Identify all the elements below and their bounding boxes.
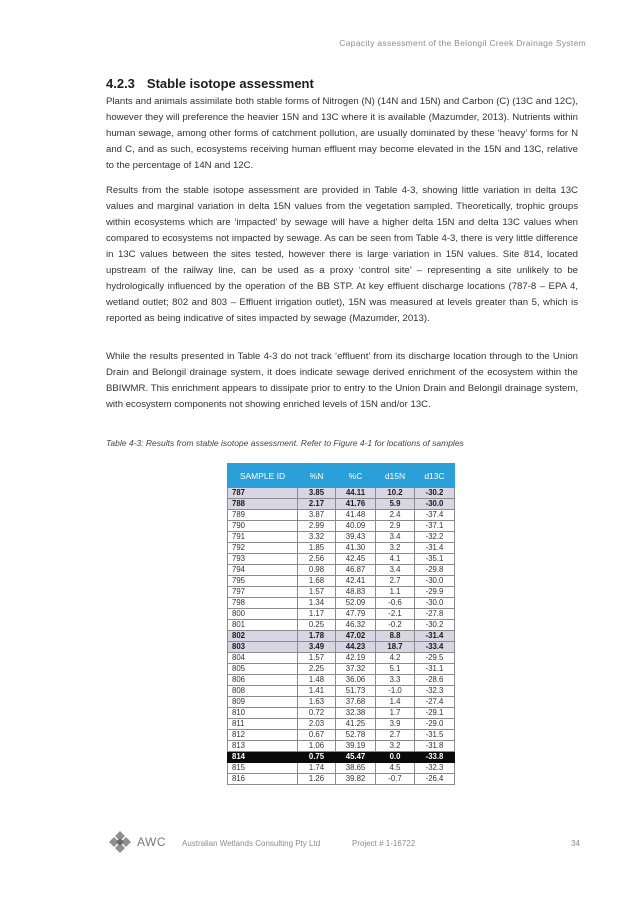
cell-percent-n: 1.41 [298, 686, 336, 697]
cell-percent-n: 3.85 [298, 488, 336, 499]
section-title: Stable isotope assessment [146, 76, 314, 91]
cell-percent-c: 52.09 [336, 598, 376, 609]
cell-percent-n: 3.87 [298, 510, 336, 521]
cell-d15n: 5.1 [376, 664, 415, 675]
header-percent-c: %C [336, 464, 376, 488]
cell-d15n: 3.2 [376, 741, 415, 752]
cell-d15n: -2.1 [376, 609, 415, 620]
cell-d15n: 1.1 [376, 587, 415, 598]
cell-sample-id: 811 [228, 719, 298, 730]
table-row [228, 642, 455, 653]
cell-percent-c: 44.11 [336, 488, 376, 499]
page-number: 34 [571, 839, 580, 848]
table-row [228, 752, 455, 763]
section-number: 4.2.3 [106, 76, 135, 91]
table-row [228, 521, 455, 532]
cell-d15n: 1.4 [376, 697, 415, 708]
cell-d13c: -33.4 [415, 642, 455, 653]
cell-d15n: 4.2 [376, 653, 415, 664]
table-row [228, 730, 455, 741]
cell-percent-n: 1.74 [298, 763, 336, 774]
cell-d15n: 3.4 [376, 532, 415, 543]
logo-text: AWC [137, 835, 167, 849]
table-row [228, 631, 455, 642]
cell-sample-id: 797 [228, 587, 298, 598]
paragraph-intro: Plants and animals assimilate both stable forms of Nitrogen (N) (14N and 15N) and Carbon (C) (13C and 12C), however they will preference the heavier 15N and 13C where it is available (Mazumder, 2013). Nutrients within human sewage, among other forms of catchment pollution, are usually dominated by these ‘heavy’ forms for N and C, and as such, ecosystems receiving human effluent may become elevated in the 15N and 13C, relative to the percentage of 14N and 12C. [106, 96, 578, 171]
header-d13c: d13C [415, 464, 455, 488]
table-row [228, 587, 455, 598]
cell-d15n: 4.5 [376, 763, 415, 774]
cell-d13c: -31.4 [415, 631, 455, 642]
cell-percent-c: 52.78 [336, 730, 376, 741]
table-row [228, 510, 455, 521]
cell-percent-n: 3.32 [298, 532, 336, 543]
cell-percent-c: 46.87 [336, 565, 376, 576]
table-row [228, 675, 455, 686]
cell-d13c: -31.5 [415, 730, 455, 741]
page-footer [108, 826, 580, 856]
table-row [228, 532, 455, 543]
company-name: Australian Wetlands Consulting Pty Ltd [182, 839, 321, 848]
cell-d15n: -0.7 [376, 774, 415, 785]
cell-d13c: -29.0 [415, 719, 455, 730]
cell-percent-n: 1.68 [298, 576, 336, 587]
cell-sample-id: 809 [228, 697, 298, 708]
table-row [228, 609, 455, 620]
cell-percent-n: 1.48 [298, 675, 336, 686]
cell-sample-id: 793 [228, 554, 298, 565]
section-heading [106, 76, 314, 91]
cell-d15n: 2.7 [376, 730, 415, 741]
table-row [228, 664, 455, 675]
cell-percent-n: 0.25 [298, 620, 336, 631]
isotope-results-table [227, 463, 455, 785]
cell-d15n: -0.2 [376, 620, 415, 631]
cell-percent-n: 1.34 [298, 598, 336, 609]
project-number: Project # 1-16722 [352, 839, 416, 848]
table-row [228, 763, 455, 774]
cell-sample-id: 808 [228, 686, 298, 697]
cell-d13c: -29.8 [415, 565, 455, 576]
cell-percent-c: 32.38 [336, 708, 376, 719]
cell-percent-n: 1.26 [298, 774, 336, 785]
cell-percent-c: 41.30 [336, 543, 376, 554]
cell-percent-n: 2.17 [298, 499, 336, 510]
table-row [228, 543, 455, 554]
cell-sample-id: 810 [228, 708, 298, 719]
table-row [228, 719, 455, 730]
cell-d13c: -37.1 [415, 521, 455, 532]
table-row [228, 697, 455, 708]
cell-percent-c: 39.82 [336, 774, 376, 785]
cell-percent-n: 0.98 [298, 565, 336, 576]
cell-percent-c: 45.47 [336, 752, 376, 763]
cell-percent-n: 3.49 [298, 642, 336, 653]
cell-d15n: 3.9 [376, 719, 415, 730]
paragraph-discussion: While the results presented in Table 4-3 do not track ‘effluent’ from its discharge location through to the Union Drain and Belongil drainage system, it does indicate sewage derived enrichment of the ecosystem within the BBIWMR. This enrichment appears to dissipate prior to entry to the Union Drain and Belongil drainage system, with ecosystem components not showing enriched levels of 15N and/or 13C. [106, 351, 578, 410]
running-header: Capacity assessment of the Belongil Creek Drainage System [339, 38, 586, 48]
table-row [228, 576, 455, 587]
header-percent-n: %N [298, 464, 336, 488]
cell-d15n: 0.0 [376, 752, 415, 763]
cell-percent-c: 39.19 [336, 741, 376, 752]
table-row [228, 554, 455, 565]
cell-d13c: -29.9 [415, 587, 455, 598]
cell-percent-c: 37.68 [336, 697, 376, 708]
cell-sample-id: 798 [228, 598, 298, 609]
table-row [228, 620, 455, 631]
cell-percent-n: 1.57 [298, 653, 336, 664]
cell-percent-c: 42.45 [336, 554, 376, 565]
cell-d13c: -37.4 [415, 510, 455, 521]
cell-sample-id: 795 [228, 576, 298, 587]
cell-d13c: -31.8 [415, 741, 455, 752]
cell-percent-c: 51.73 [336, 686, 376, 697]
table-row [228, 774, 455, 785]
cell-percent-c: 48.83 [336, 587, 376, 598]
cell-d13c: -27.8 [415, 609, 455, 620]
cell-sample-id: 812 [228, 730, 298, 741]
cell-d15n: 2.4 [376, 510, 415, 521]
cell-percent-n: 1.17 [298, 609, 336, 620]
table-row [228, 741, 455, 752]
paragraph-results: Results from the stable isotope assessment are provided in Table 4-3, showing little variation in delta 13C values and marginal variation in delta 15N values from the vegetation sampled. Theoretically, trophic groups within ecosystems which are ‘impacted’ by sewage will have a higher delta 15N and delta 13C values when compared to ecosystems not impacted by sewage. As can be seen from Table 4-3, there is very little difference in 13C values between the sites tested, however there is large variation in 15N values. Site 814, located upstream of the railway line, can be used as a proxy ‘control site’ – representing a site unlikely to be hydrologically influenced by the operation of the BB STP. At key effluent discharge locations (787-8 – EPA 4, wetland outlet; 802 and 803 – Effluent irrigation outlet), 15N was measured at levels greater than 5, which is reported as being indicative of sites impacted by sewage (Mazumder, 2013). [106, 185, 578, 324]
cell-sample-id: 814 [228, 752, 298, 763]
cell-d13c: -30.0 [415, 499, 455, 510]
cell-percent-n: 2.25 [298, 664, 336, 675]
cell-d13c: -35.1 [415, 554, 455, 565]
cell-percent-n: 2.56 [298, 554, 336, 565]
table-row [228, 499, 455, 510]
header-d15n: d15N [376, 464, 415, 488]
cell-sample-id: 801 [228, 620, 298, 631]
cell-d13c: -30.0 [415, 598, 455, 609]
cell-percent-c: 37.32 [336, 664, 376, 675]
cell-sample-id: 788 [228, 499, 298, 510]
table-row [228, 565, 455, 576]
cell-percent-n: 0.72 [298, 708, 336, 719]
cell-d15n: 10.2 [376, 488, 415, 499]
cell-d15n: 5.9 [376, 499, 415, 510]
cell-percent-c: 42.19 [336, 653, 376, 664]
cell-percent-n: 1.85 [298, 543, 336, 554]
cell-d13c: -31.4 [415, 543, 455, 554]
cell-sample-id: 789 [228, 510, 298, 521]
cell-percent-n: 0.67 [298, 730, 336, 741]
cell-percent-n: 0.75 [298, 752, 336, 763]
cell-d13c: -29.5 [415, 653, 455, 664]
cell-d15n: 8.8 [376, 631, 415, 642]
cell-percent-c: 41.48 [336, 510, 376, 521]
cell-d13c: -32.3 [415, 686, 455, 697]
cell-sample-id: 804 [228, 653, 298, 664]
cell-percent-c: 46.32 [336, 620, 376, 631]
cell-sample-id: 816 [228, 774, 298, 785]
table-header-row [228, 464, 455, 488]
cell-percent-n: 2.03 [298, 719, 336, 730]
table-row [228, 686, 455, 697]
cell-percent-c: 40.09 [336, 521, 376, 532]
cell-d15n: 2.9 [376, 521, 415, 532]
cell-percent-c: 39.43 [336, 532, 376, 543]
cell-d15n: 2.7 [376, 576, 415, 587]
table-row [228, 708, 455, 719]
cell-d13c: -30.0 [415, 576, 455, 587]
header-sample-id: SAMPLE ID [228, 464, 298, 488]
cell-d13c: -26.4 [415, 774, 455, 785]
cell-percent-n: 2.99 [298, 521, 336, 532]
cell-percent-n: 1.63 [298, 697, 336, 708]
cell-sample-id: 802 [228, 631, 298, 642]
table-row [228, 488, 455, 499]
cell-sample-id: 790 [228, 521, 298, 532]
table-row [228, 598, 455, 609]
cell-sample-id: 787 [228, 488, 298, 499]
awc-logo-icon [108, 830, 132, 854]
cell-d13c: -30.2 [415, 488, 455, 499]
cell-percent-n: 1.57 [298, 587, 336, 598]
cell-d15n: 4.1 [376, 554, 415, 565]
cell-sample-id: 806 [228, 675, 298, 686]
cell-d15n: -0.6 [376, 598, 415, 609]
cell-percent-c: 42.41 [336, 576, 376, 587]
cell-sample-id: 805 [228, 664, 298, 675]
cell-d13c: -30.2 [415, 620, 455, 631]
cell-percent-c: 47.79 [336, 609, 376, 620]
cell-d15n: 3.3 [376, 675, 415, 686]
cell-d13c: -31.1 [415, 664, 455, 675]
cell-d13c: -29.1 [415, 708, 455, 719]
cell-sample-id: 813 [228, 741, 298, 752]
cell-percent-c: 47.02 [336, 631, 376, 642]
cell-percent-c: 38.65 [336, 763, 376, 774]
cell-percent-c: 41.76 [336, 499, 376, 510]
cell-percent-c: 41.25 [336, 719, 376, 730]
cell-sample-id: 800 [228, 609, 298, 620]
cell-percent-c: 36.06 [336, 675, 376, 686]
cell-percent-c: 44.23 [336, 642, 376, 653]
cell-sample-id: 803 [228, 642, 298, 653]
cell-percent-n: 1.78 [298, 631, 336, 642]
cell-percent-n: 1.06 [298, 741, 336, 752]
cell-d15n: 3.2 [376, 543, 415, 554]
cell-d15n: -1.0 [376, 686, 415, 697]
cell-d15n: 3.4 [376, 565, 415, 576]
table-row [228, 653, 455, 664]
cell-sample-id: 794 [228, 565, 298, 576]
cell-d13c: -32.3 [415, 763, 455, 774]
cell-d13c: -28.6 [415, 675, 455, 686]
table-caption: Table 4-3: Results from stable isotope assessment. Refer to Figure 4-1 for locations of samples [106, 438, 464, 448]
cell-d13c: -32.2 [415, 532, 455, 543]
cell-d13c: -27.4 [415, 697, 455, 708]
cell-d13c: -33.8 [415, 752, 455, 763]
cell-sample-id: 815 [228, 763, 298, 774]
cell-d15n: 18.7 [376, 642, 415, 653]
cell-sample-id: 792 [228, 543, 298, 554]
cell-d15n: 1.7 [376, 708, 415, 719]
cell-sample-id: 791 [228, 532, 298, 543]
